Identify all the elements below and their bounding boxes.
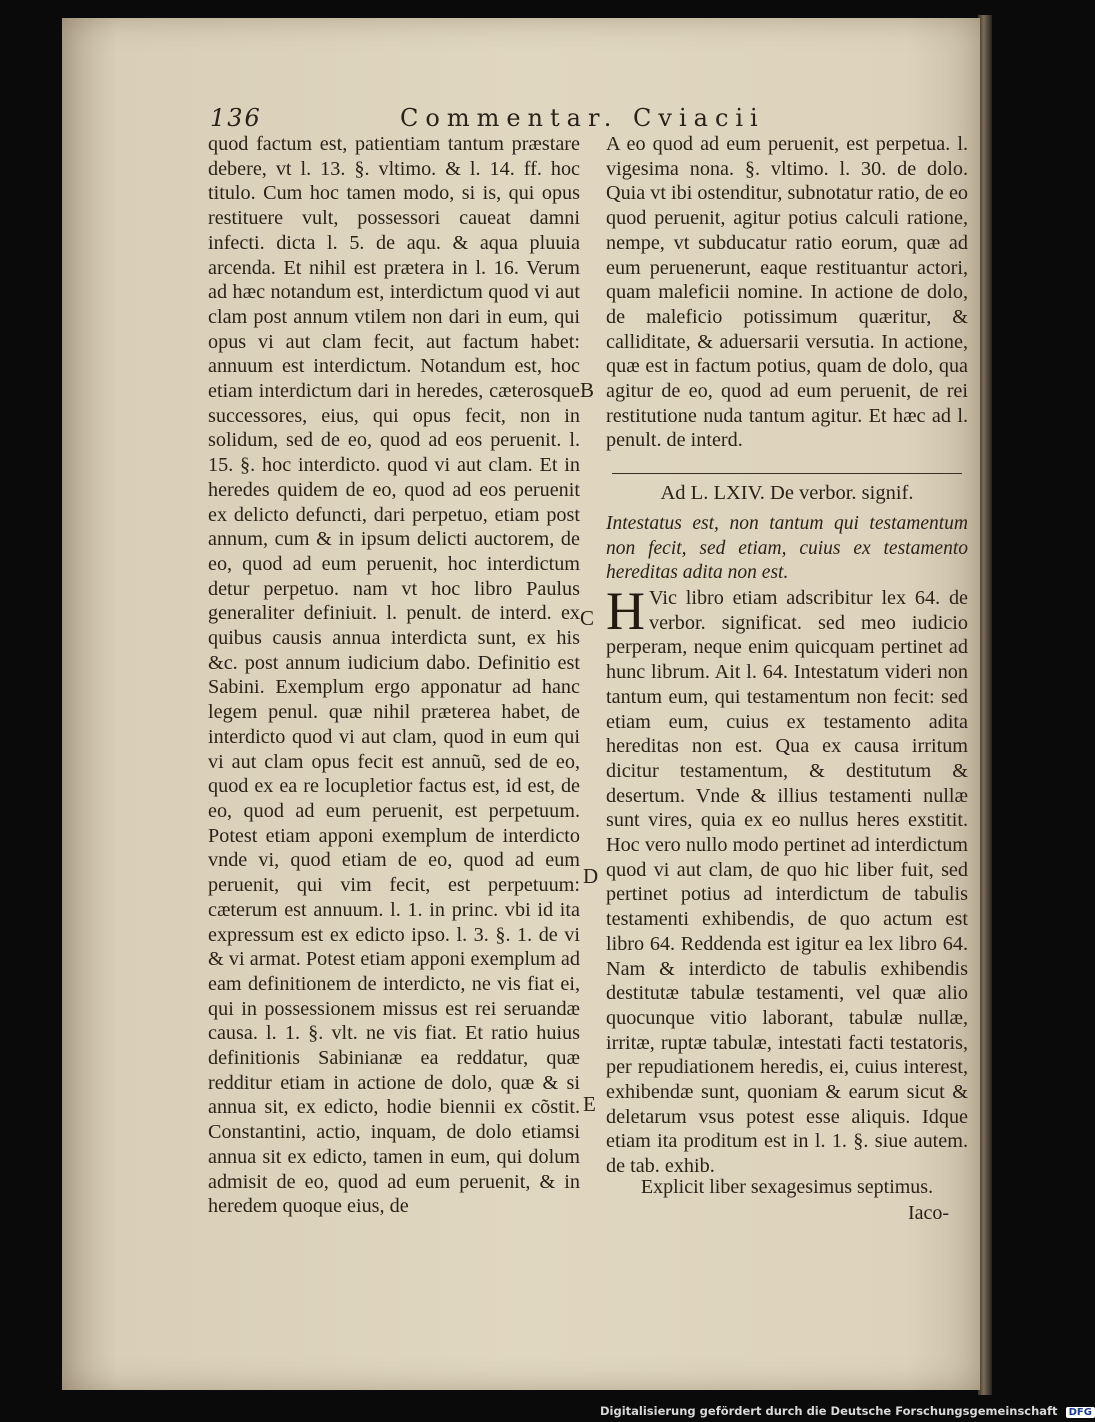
footer-text: Digitalisierung gefördert durch die Deutsche Forschungsgemeinschaft	[600, 1404, 1058, 1418]
left-text-column	[208, 132, 580, 1219]
drop-cap: H	[606, 581, 645, 641]
lemma-text: Intestatus est, non tantum qui testamentum non fecit, sed etiam, cuius ex testamento hereditas adita non est.	[606, 513, 968, 584]
right-text-column-body	[606, 581, 968, 1179]
section-divider	[612, 473, 962, 474]
running-head	[210, 104, 970, 134]
catchword: Iaco-	[908, 1202, 950, 1224]
right-column-top-text: A eo quod ad eum peruenit, est perpetua. l. vigesima nona. §. vltimo. l. 30. de dolo. Quia vt ibi ostenditur, subnotatur ratio, de eo quod peruenit, agitur potius calculi ratione, nempe, vt subducatur ratio eorum, quæ ad eum peruenerunt, eaque restituantur actori, quam maleficii nomine. In actione de dolo, de maleficio potissimum quæritur, & calliditate, & aduersarii versutia. In actione, quæ est in factum potius, quam de dolo, qua agitur de eo, quod ad eum peruenit, de rei restitutione nuda tantum agitur. Et hæc ad l. penult. de interd.	[606, 133, 968, 452]
margin-letter-e: E	[583, 1092, 596, 1116]
digitization-footer	[600, 1404, 1092, 1422]
book-spine	[978, 15, 992, 1395]
page-number: 136	[210, 104, 262, 132]
margin-letter-d: D	[583, 864, 599, 888]
margin-letter-b: B	[580, 378, 595, 402]
explicit-line: Explicit liber sexagesimus septimus.	[640, 1176, 934, 1198]
right-text-column-top	[606, 132, 968, 453]
dfg-logo: DFG	[1066, 1407, 1095, 1418]
margin-letter-c: C	[580, 606, 595, 630]
section-heading: Ad L. LXIV. De verbor. signif.	[660, 482, 914, 504]
left-column-text: quod factum est, patientiam tantum præstare debere, vt l. 13. §. vltimo. & l. 14. ff. hoc titulo. Cum hoc tamen modo, si is, qui opus restituere vult, possessori caueat damni infecti. dicta l. 5. de aqu. & aqua pluuia arcenda. Et nihil est prætera in l. 16. Verum ad hæc notandum est, interdictum quod vi aut clam post annum vtilem non dari in eum, qui opus vi aut clam fecit, aut factum habet: annuum est interdictum. Notandum est, hoc etiam interdictum dari in heredes, cæterosque successores, eius, qui opus fecit, non in solidum, sed de eo, quod ad eos peruenit. l. 15. §. hoc interdicto. quod vi aut clam. Et in heredes quidem de eo, quod ad eos peruenit ex delicto defuncti, dari perpetuo, etiam post annum, cum & in ipsum delicti auctorem, de eo, quod ad eum peruenit, hoc interdictum detur perpetuo. nam vt hoc libro Paulus generaliter definiuit. l. penult. de interd. ex quibus causis annua interdicta sunt, ex his &c. post annum iudicium dabo. Definitio est Sabini. Exemplum ergo apponatur ad hanc legem penul. quæ nihil præterea habet, de interdicto quod vi aut clam, quod in eum qui vi aut clam opus fecit est annuũ, sed de eo, quod ex ea re locupletior factus est, id est, de eo, quod ad eum peruenit, est perpetuum. Potest etiam apponi exemplum de interdicto vnde vi, quod etiam de eo, quod ad eum peruenit, qui vim fecit, est perpetuum: cæterum est annuum. l. 1. in princ. vbi id ita expressum est ex edicto ipso. l. 3. §. 1. de vi & vi armat. Potest etiam apponi exemplum ad eam definitionem de interdicto, ne vis fiat ei, qui in possessionem missus est rei seruandæ causa. l. 1. §. vlt. ne vis fiat. Et ratio huius definitionis Sabinianæ ea reddatur, quæ redditur etiam in actione de dolo, quæ & si annua sit, ex edicto, hodie biennii ex cõstit. Constantini, actio, inquam, de dolo etiamsi annua sit ex edicto, tamen in eum, qui dolum admisit de eo, quod ad eum peruenit, & in heredem quoque eius, de	[208, 133, 580, 1218]
right-column-body-text: Vic libro etiam adscribitur lex 64. de verbor. significat. sed meo iudicio perperam, neque enim quicquam pertinet ad hunc librum. Ait l. 64. Intestatum videri non tantum eum, qui testamentum non fecit: sed etiam eum, cuius ex testamento adita hereditas non est. Qua ex causa irritum dicitur testamentum, & destitutum & desertum. Vnde & illius testamenti nullæ sunt vires, quia ex eo nullus heres exstitit. Hoc vero nullo modo pertinet ad interdictum quod vi aut clam, de quo hic liber fuit, sed pertinet potius ad interdictum de tabulis testamenti exhibendis, de quo actum est libro 64. Reddenda est igitur ea lex libro 64. Nam & interdicto de tabulis exhibendis destitutæ tabulæ testamenti, vel quæ alio quocunque vitio laborant, tabulæ nullæ, irritæ, ruptæ tabulæ, intestati facti testatoris, per repudiationem heredis, ei, cuius interest, exhibendæ sunt, quoniam & earum sicut & deletarum vsus potest esse aliquis. Idque etiam ita proditum est in l. 1. §. siue autem. de tab. exhib.	[606, 587, 968, 1178]
page-header-title: Commentar. Cviacii	[400, 104, 765, 132]
